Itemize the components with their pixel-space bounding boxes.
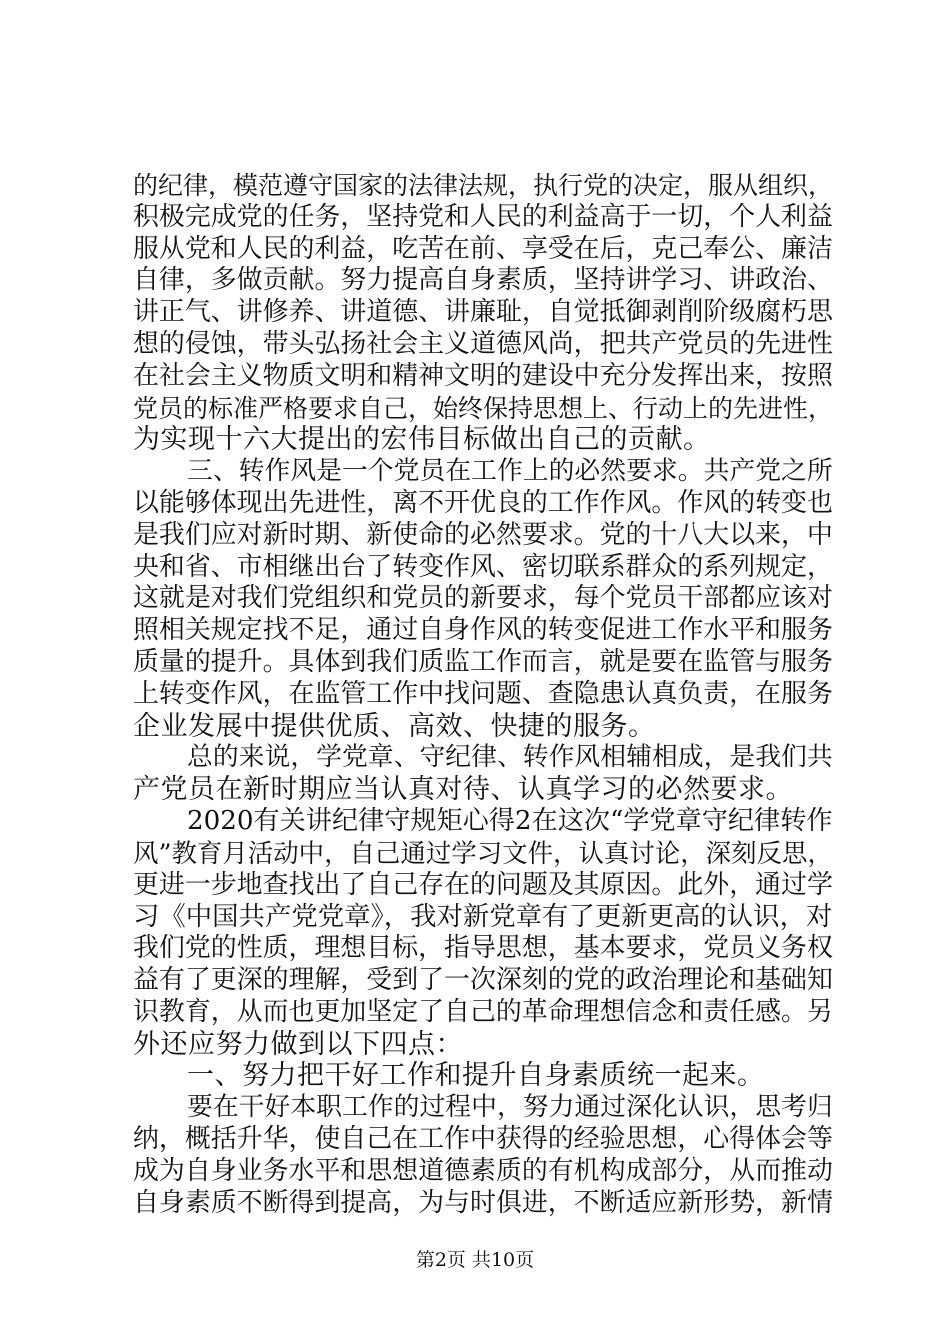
text-line: 益有了更深的理解，受到了一次深刻的党的政治理论和基础知	[133, 964, 833, 995]
text-line: 质量的提升。具体到我们质监工作而言，就是要在监管与服务	[133, 646, 833, 677]
text-line: 讲正气、讲修养、讲道德、讲廉耻，自觉抵御剥削阶级腐朽思	[133, 297, 833, 328]
text-line: 自身素质不断得到提高，为与时俱进，不断适应新形势，新情	[133, 1187, 833, 1218]
text-line: 服从党和人民的利益，吃苦在前、享受在后，克己奉公、廉洁	[133, 233, 833, 264]
text-line: 识教育，从而也更加坚定了自己的革命理想信念和责任感。另	[133, 996, 833, 1027]
text-line: 成为自身业务水平和思想道德素质的有机构成部分，从而推动	[133, 1155, 833, 1186]
text-line: 企业发展中提供优质、高效、快捷的服务。	[133, 710, 656, 742]
text-line: 照相关规定找不足，通过自身作风的转变促进工作水平和服务	[133, 615, 833, 646]
page-footer: 第2页 共10页	[415, 1249, 535, 1271]
text-line: 外还应努力做到以下四点：	[133, 1028, 463, 1060]
text-line: 三、转作风是一个党员在工作上的必然要求。共产党之所	[187, 456, 833, 487]
text-line: 是我们应对新时期、新使命的必然要求。党的十八大以来，中	[133, 519, 833, 550]
text-line: 总的来说，学党章、守纪律、转作风相辅相成，是我们共	[187, 742, 833, 773]
document-body	[133, 170, 833, 1219]
text-line: 党员的标准严格要求自己，始终保持思想上、行动上的先进性，	[133, 393, 834, 423]
text-line: 在社会主义物质文明和精神文明的建设中充分发挥出来，按照	[133, 360, 833, 391]
text-line: 一、努力把干好工作和提升自身素质统一起来。	[187, 1060, 765, 1092]
text-line: 以能够体现出先进性，离不开优良的工作作风。作风的转变也	[133, 487, 833, 518]
text-line: 这就是对我们党组织和党员的新要求，每个党员干部都应该对	[133, 583, 833, 614]
text-line: 我们党的性质，理想目标，指导思想，基本要求，党员义务权	[133, 933, 833, 964]
text-line: 更进一步地查找出了自己存在的问题及其原因。此外，通过学	[133, 869, 833, 900]
text-line: 习《中国共产党党章》，我对新党章有了更新更高的认识，对	[133, 901, 833, 933]
text-line: 产党员在新时期应当认真对待、认真学习的必然要求。	[133, 774, 793, 806]
text-line: 央和省、市相继出台了转变作风、密切联系群众的系列规定，	[133, 551, 833, 582]
text-line: 为实现十六大提出的宏伟目标做出自己的贡献。	[133, 424, 711, 456]
text-line: 2020有关讲纪律守规矩心得2在这次“学党章守纪律转作	[187, 805, 833, 836]
text-line: 上转变作风，在监管工作中找问题、查隐患认真负责，在服务	[133, 678, 833, 709]
text-line: 纳，概括升华，使自己在工作中获得的经验思想，心得体会等	[133, 1123, 833, 1154]
text-line: 自律，多做贡献。努力提高自身素质，坚持讲学习、讲政治、	[133, 265, 833, 296]
text-line: 想的侵蚀，带头弘扬社会主义道德风尚，把共产党员的先进性	[133, 328, 833, 359]
text-line: 积极完成党的任务，坚持党和人民的利益高于一切，个人利益	[133, 201, 833, 232]
text-line: 的纪律，模范遵守国家的法律法规，执行党的决定，服从组织，	[133, 171, 834, 200]
text-line: 要在干好本职工作的过程中，努力通过深化认识，思考归	[187, 1092, 833, 1123]
text-line: 风”教育月活动中，自己通过学习文件，认真讨论，深刻反思，	[133, 837, 833, 868]
